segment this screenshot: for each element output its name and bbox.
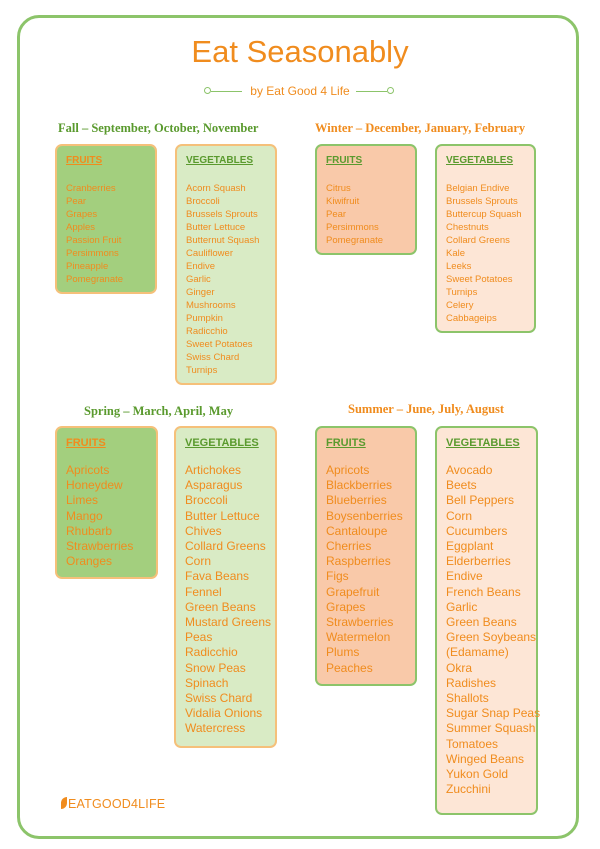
list-item: Garlic bbox=[446, 599, 478, 614]
list-item: Collard Greens bbox=[446, 235, 510, 246]
summer-heading: Summer – June, July, August bbox=[348, 402, 505, 416]
list-item: Butter Lettuce bbox=[186, 222, 246, 233]
list-item: Celery bbox=[446, 300, 474, 311]
list-item: Chestnuts bbox=[446, 222, 489, 233]
list-item: Brussels Sprouts bbox=[186, 209, 258, 220]
list-item: Swiss Chard bbox=[185, 691, 253, 706]
list-item: Summer Squash bbox=[446, 721, 536, 736]
fall-fruits-box bbox=[55, 144, 157, 294]
summer-vegetables-list bbox=[446, 463, 541, 797]
list-item: Green Beans bbox=[446, 615, 517, 630]
spring-vegetables-label: VEGETABLES bbox=[185, 437, 259, 449]
list-item: Garlic bbox=[186, 274, 211, 285]
byline-right-ornament bbox=[387, 87, 394, 94]
fall-vegetables-list bbox=[186, 182, 275, 377]
list-item: Beets bbox=[446, 478, 477, 493]
byline-right-rule bbox=[356, 91, 387, 92]
list-item: Grapes bbox=[66, 209, 98, 220]
list-item: Fennel bbox=[185, 584, 222, 599]
list-item: Figs bbox=[326, 569, 349, 584]
summer-fruits-list bbox=[326, 463, 415, 676]
list-item: Kale bbox=[446, 248, 466, 259]
list-item: Artichokes bbox=[185, 463, 242, 477]
list-item: Turnips bbox=[186, 365, 218, 376]
list-item: Limes bbox=[66, 493, 99, 508]
list-item: Mustard Greens bbox=[185, 615, 272, 630]
list-item: Oranges bbox=[66, 554, 113, 569]
list-item: Radicchio bbox=[185, 645, 238, 660]
list-item: Pomegranate bbox=[326, 235, 384, 246]
list-item: Sweet Potatoes bbox=[186, 339, 253, 350]
leaf-icon bbox=[61, 797, 67, 809]
spring-heading: Spring – March, April, May bbox=[84, 404, 234, 418]
list-item: Winged Beans bbox=[446, 751, 525, 766]
winter-heading: Winter – December, January, February bbox=[315, 121, 526, 135]
list-item: Radicchio bbox=[186, 326, 228, 337]
list-item: Pumpkin bbox=[186, 313, 223, 324]
list-item: Boysenberries bbox=[326, 508, 403, 523]
spring-fruits-label: FRUITS bbox=[66, 437, 106, 449]
list-item: Leeks bbox=[446, 261, 472, 272]
list-item: Brussels Sprouts bbox=[446, 196, 518, 207]
spring-vegetables-list bbox=[185, 463, 275, 737]
list-item: Okra bbox=[446, 660, 473, 675]
page-title: Eat Seasonably bbox=[191, 34, 409, 69]
list-item: Butternut Squash bbox=[186, 235, 260, 246]
list-item: Endive bbox=[186, 261, 216, 272]
list-item: Cherries bbox=[326, 539, 372, 554]
list-item: (Edamame) bbox=[446, 645, 509, 660]
list-item: Strawberries bbox=[66, 539, 134, 554]
list-item: Bell Peppers bbox=[446, 493, 515, 508]
list-item: Snow Peas bbox=[185, 660, 246, 675]
winter-vegetables-list bbox=[446, 182, 534, 325]
list-item: Shallots bbox=[446, 691, 489, 706]
list-item: Tomatoes bbox=[446, 736, 499, 751]
list-item: Cauliflower bbox=[186, 248, 233, 259]
list-item: Spinach bbox=[185, 675, 229, 690]
fall-fruits-list bbox=[66, 182, 155, 286]
list-item: Radishes bbox=[446, 675, 497, 690]
spring-vegetables-box bbox=[174, 426, 277, 748]
list-item: Eggplant bbox=[446, 539, 494, 554]
winter-fruits-box bbox=[315, 144, 417, 255]
summer-fruits-box bbox=[315, 426, 417, 686]
list-item: Raspberries bbox=[326, 554, 391, 569]
spring-fruits-box bbox=[55, 426, 158, 579]
list-item: Buttercup Squash bbox=[446, 209, 522, 220]
list-item: Pineapple bbox=[66, 261, 109, 272]
list-item: Kiwifruit bbox=[326, 196, 360, 207]
list-item: Broccoli bbox=[186, 196, 220, 207]
list-item: Plums bbox=[326, 645, 360, 660]
list-item: Sweet Potatoes bbox=[446, 274, 513, 285]
list-item: Watermelon bbox=[326, 630, 391, 645]
list-item: Rhubarb bbox=[66, 523, 113, 538]
list-item: Passion Fruit bbox=[66, 235, 122, 246]
list-item: Ginger bbox=[186, 287, 215, 298]
spring-fruits-list bbox=[66, 463, 156, 569]
list-item: Asparagus bbox=[185, 478, 243, 493]
list-item: Cucumbers bbox=[446, 523, 508, 538]
list-item: Green Beans bbox=[185, 599, 256, 614]
list-item: Turnips bbox=[446, 287, 478, 298]
list-item: Cranberries bbox=[66, 183, 116, 194]
list-item: Yukon Gold bbox=[446, 767, 509, 782]
winter-fruits-label: FRUITS bbox=[326, 155, 363, 166]
list-item: Broccoli bbox=[185, 493, 228, 508]
winter-vegetables-label: VEGETABLES bbox=[446, 155, 514, 166]
list-item: Pear bbox=[326, 209, 347, 220]
list-item: Apricots bbox=[66, 463, 110, 477]
list-item: French Beans bbox=[446, 584, 521, 599]
list-item: Belgian Endive bbox=[446, 183, 510, 194]
list-item: Grapes bbox=[326, 599, 366, 614]
list-item: Persimmons bbox=[326, 222, 379, 233]
fall-vegetables-box bbox=[175, 144, 277, 385]
list-item: Acorn Squash bbox=[186, 183, 246, 194]
list-item: Watercress bbox=[185, 721, 246, 736]
list-item: Blueberries bbox=[326, 493, 387, 508]
list-item: Collard Greens bbox=[185, 539, 266, 554]
list-item: Sugar Snap Peas bbox=[446, 706, 541, 721]
list-item: Citrus bbox=[326, 183, 351, 194]
winter-fruits-list bbox=[326, 182, 415, 247]
list-item: Apples bbox=[66, 222, 96, 233]
summer-vegetables-box bbox=[435, 426, 541, 815]
list-item: Strawberries bbox=[326, 615, 394, 630]
list-item: Fava Beans bbox=[185, 569, 250, 584]
list-item: Blackberries bbox=[326, 478, 393, 493]
list-item: Elderberries bbox=[446, 554, 511, 569]
list-item: Vidalia Onions bbox=[185, 706, 263, 721]
list-item: Cantaloupe bbox=[326, 523, 388, 538]
list-item: Swiss Chard bbox=[186, 352, 240, 363]
list-item: Butter Lettuce bbox=[185, 508, 260, 523]
list-item: Mushrooms bbox=[186, 300, 236, 311]
list-item: Cabbageips bbox=[446, 313, 497, 324]
fall-heading: Fall – September, October, November bbox=[58, 121, 259, 135]
list-item: Grapefruit bbox=[326, 584, 380, 599]
list-item: Apricots bbox=[326, 463, 370, 477]
list-item: Green Soybeans bbox=[446, 630, 537, 645]
list-item: Chives bbox=[185, 523, 222, 538]
list-item: Corn bbox=[185, 554, 212, 569]
list-item: Peaches bbox=[326, 660, 373, 675]
fall-vegetables-label: VEGETABLES bbox=[186, 155, 254, 166]
eatgood4life-logo bbox=[61, 797, 165, 811]
byline: by Eat Good 4 Life bbox=[250, 84, 350, 98]
list-item: Avocado bbox=[446, 463, 493, 477]
list-item: Zucchini bbox=[446, 782, 491, 797]
logo-text: EATGOOD4LIFE bbox=[68, 797, 166, 811]
list-item: Endive bbox=[446, 569, 483, 584]
summer-vegetables-label: VEGETABLES bbox=[446, 437, 520, 449]
list-item: Corn bbox=[446, 508, 473, 523]
list-item: Persimmons bbox=[66, 248, 119, 259]
list-item: Pear bbox=[66, 196, 87, 207]
summer-fruits-label: FRUITS bbox=[326, 437, 366, 449]
list-item: Honeydew bbox=[66, 478, 123, 493]
fall-fruits-label: FRUITS bbox=[66, 155, 103, 166]
winter-vegetables-box bbox=[435, 144, 536, 333]
list-item: Pomegranate bbox=[66, 274, 124, 285]
list-item: Mango bbox=[66, 508, 103, 523]
list-item: Peas bbox=[185, 630, 213, 645]
